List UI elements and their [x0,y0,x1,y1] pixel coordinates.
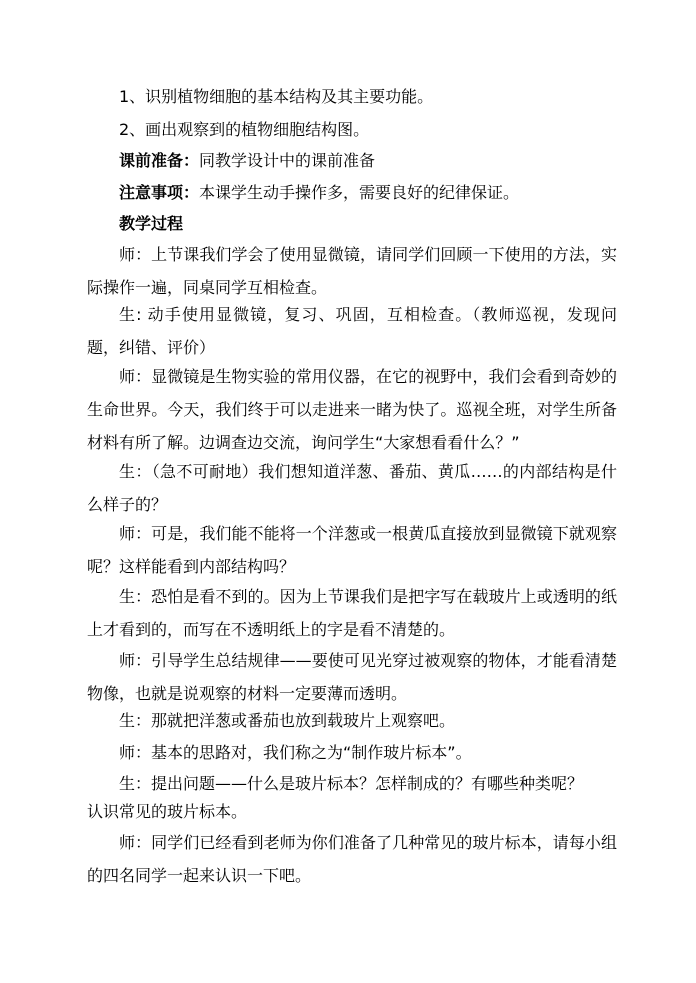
objective-1: 1、识别植物细胞的基本结构及其主要功能。 [119,87,434,106]
paragraph: 生：恐怕是看不到的。因为上节课我们是把字写在载玻片上或透明的纸上才看到的，而写在不透明纸上的字是看不清楚的。 [87,587,617,639]
process-heading: 教学过程 [119,214,184,233]
paragraph: 生: 动手使用显微镜，复习、巩固，互相检查。（教师巡视，发现问题，纠错、评价） [87,305,617,357]
paragraph: 师：同学们已经看到老师为你们准备了几种常见的玻片标本，请每小组的四名同学一起来认识一下吧。 [87,833,617,885]
paragraph-noindent: 认识常见的玻片标本。 [87,802,248,821]
paragraph: 师：可是，我们能不能将一个洋葱或一根黄瓜直接放到显微镜下就观察呢？这样能看到内部结构吗？ [87,524,617,576]
paragraph: 师：显微镜是生物实验的常用仪器，在它的视野中，我们会看到奇妙的生命世界。今天，我们终于可以走进来一睹为快了。巡视全班，对学生所备材料有所了解。边调查边交流，询问学生“大家想看看什么？” [87,367,617,452]
notes-text: 本课学生动手操作多，需要良好的纪律保证。 [199,183,520,202]
paragraph: 生：提出问题——什么是玻片标本？怎样制成的？有哪些种类呢？ [119,774,584,793]
prep-label: 课前准备： [119,151,200,170]
prep-text: 同教学设计中的课前准备 [199,151,376,170]
notes-line [87,176,617,209]
prep-line [87,144,617,177]
paragraph: 师：引导学生总结规律——要使可见光穿过被观察的物体，才能看清楚物像，也就是说观察的材料一定要薄而透明。 [87,651,617,703]
paragraph: 生：（急不可耐地）我们想知道洋葱、番茄、黄瓜……的内部结构是什么样子的？ [87,462,617,514]
paragraph: 师：上节课我们学会了使用显微镜，请同学们回顾一下使用的方法，实际操作一遍，同桌同学互相检查。 [87,245,617,297]
notes-label: 注意事项： [119,183,200,202]
paragraph: 生：那就把洋葱或番茄也放到载玻片上观察吧。 [119,711,456,730]
paragraph: 师：基本的思路对，我们称之为“制作玻片标本”。 [119,743,472,762]
objective-2: 2、画出观察到的植物细胞结构图。 [119,120,370,139]
